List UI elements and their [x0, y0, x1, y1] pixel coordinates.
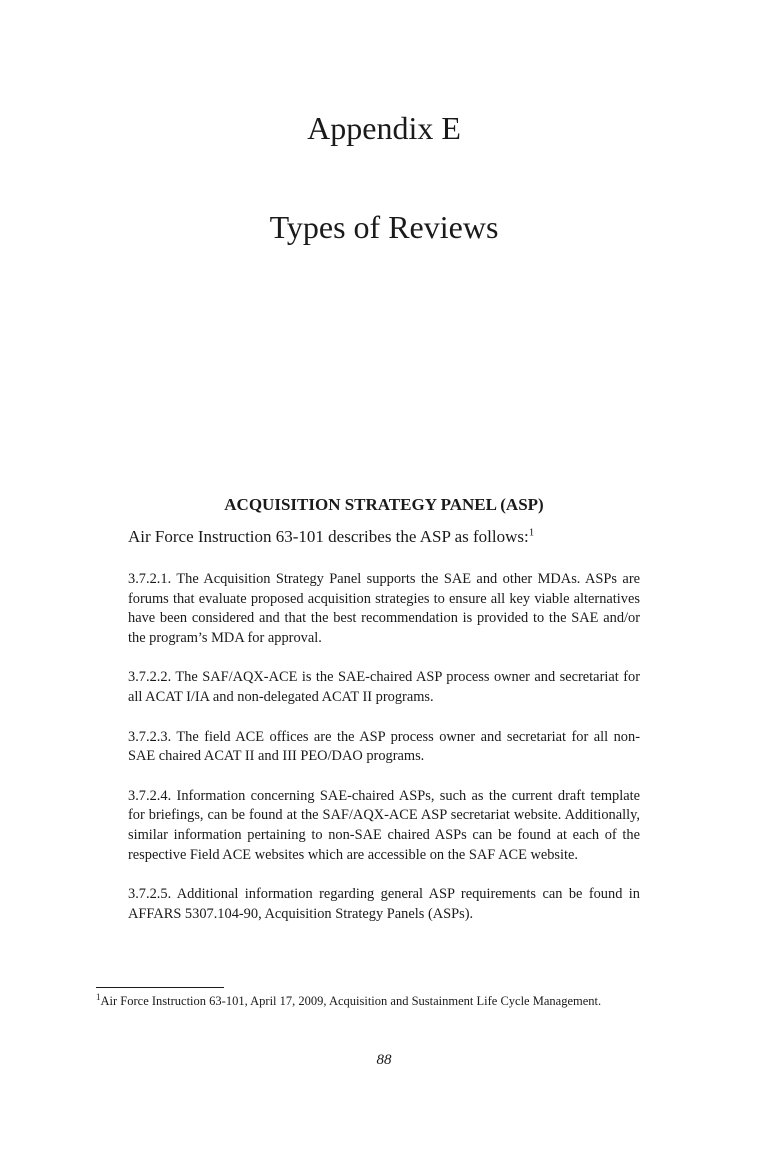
- quoted-instruction-block: [128, 570, 640, 944]
- footnote-divider: [96, 987, 224, 988]
- intro-paragraph: [128, 526, 648, 548]
- section-heading: ACQUISITION STRATEGY PANEL (ASP): [224, 495, 544, 514]
- paragraph-3-7-2-3: 3.7.2.3. The field ACE offices are the ASP process owner and secretariat for all non-SAE chaired ACAT II and III PEO/DAO programs.: [128, 728, 640, 765]
- footnote: [96, 992, 672, 1011]
- paragraph-3-7-2-2: 3.7.2.2. The SAF/AQX-ACE is the SAE-chaired ASP process owner and secretariat for all ACAT I/IA and non-delegated ACAT II programs.: [128, 669, 640, 705]
- paragraph-3-7-2-4: 3.7.2.4. Information concerning SAE-chaired ASPs, such as the current draft template for briefings, can be found at the SAF/AQX-ACE ASP secretariat website. Additionally, similar information pertaining to non-SAE chaired ASPs can be found at each of the respective Field ACE websites which are accessible on the SAF ACE website.: [128, 787, 640, 863]
- footnote-text: Air Force Instruction 63-101, April 17, 2009, Acquisition and Sustainment Life Cycle Management.: [100, 994, 602, 1008]
- page-number: 88: [376, 1052, 392, 1068]
- paragraph-3-7-2-5: 3.7.2.5. Additional information regarding general ASP requirements can be found in AFFARS 5307.104-90, Acquisition Strategy Panels (ASPs).: [128, 886, 640, 922]
- appendix-title: Appendix E: [307, 110, 461, 146]
- paragraph-3-7-2-1: 3.7.2.1. The Acquisition Strategy Panel supports the SAE and other MDAs. ASPs are forums that evaluate proposed acquisition strategies to ensure all key viable alternatives have been considered and that the best recommendation is provided to the SAE and/or the program’s MDA for approval.: [128, 571, 640, 646]
- footnote-marker: 1: [96, 991, 101, 1002]
- chapter-title: Types of Reviews: [269, 209, 499, 245]
- intro-text: Air Force Instruction 63-101 describes the ASP as follows:: [128, 527, 529, 546]
- footnote-reference: 1: [528, 526, 535, 539]
